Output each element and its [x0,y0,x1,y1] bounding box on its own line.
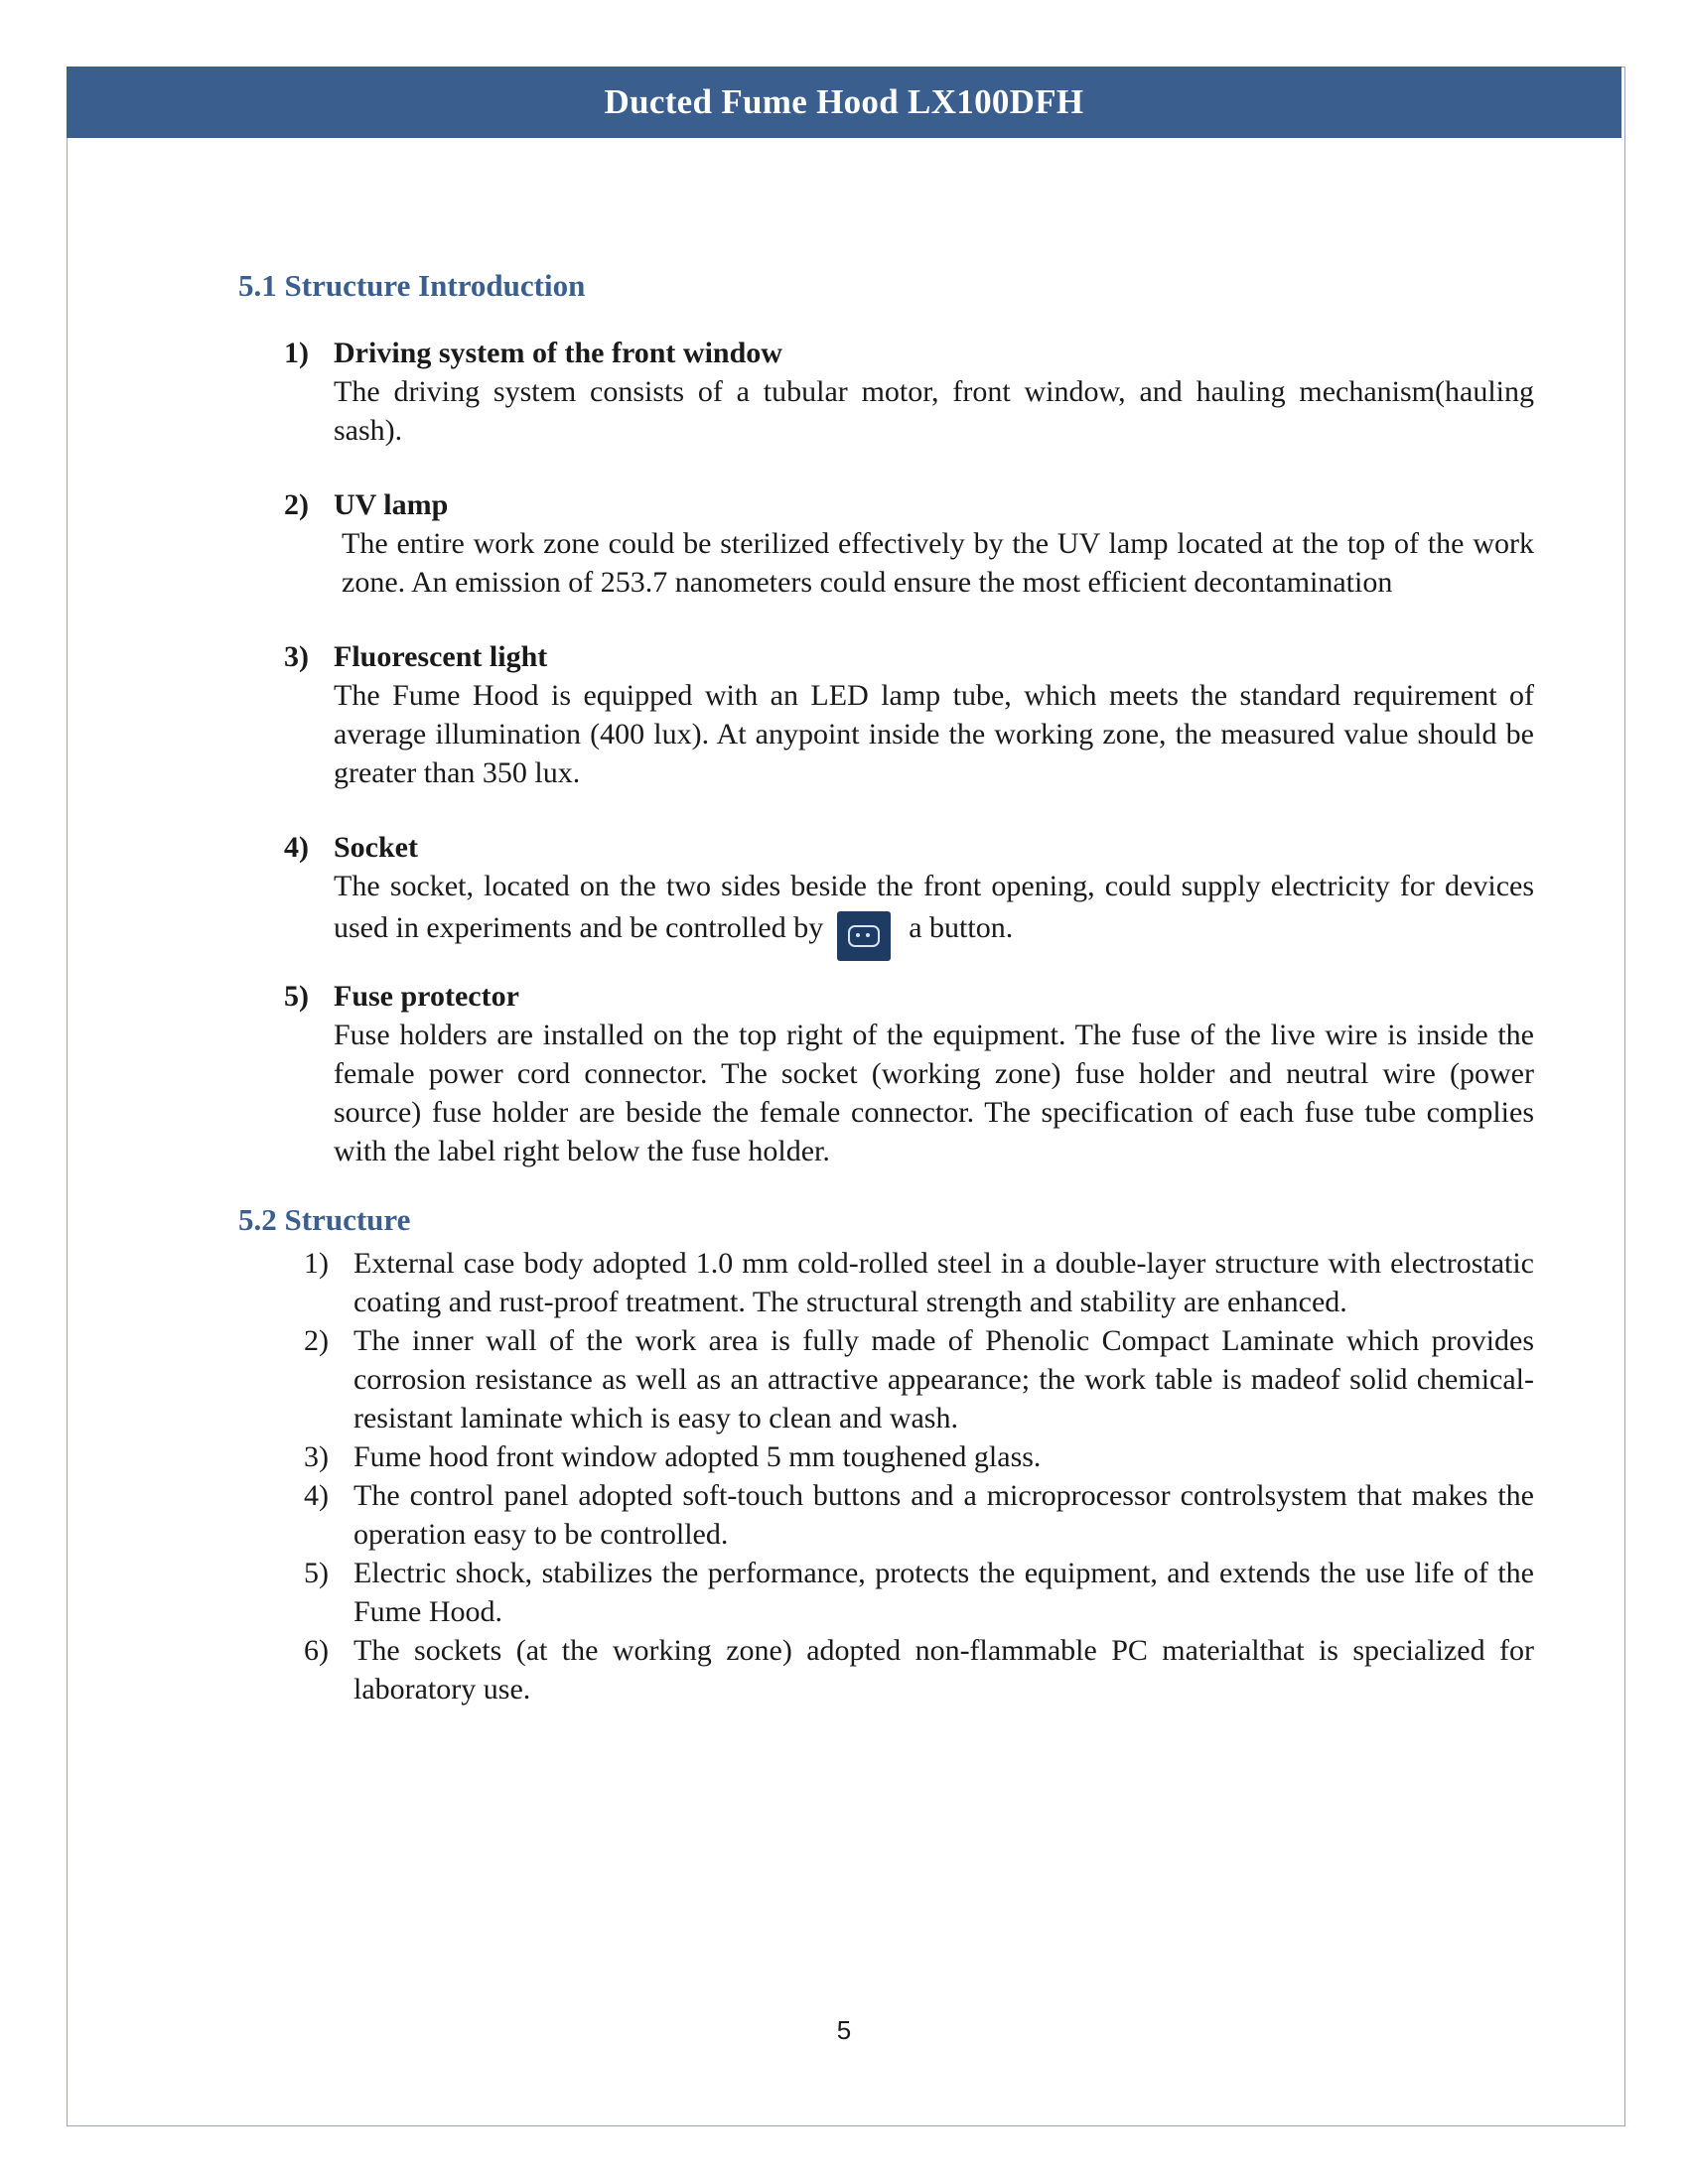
list-number: 2) [304,1324,329,1357]
list-item-text: The control panel adopted soft-touch buttons and a microprocessor controlsystem that makes the operation easy to be controlled. [353,1479,1534,1551]
document-header [67,67,1621,138]
item-heading: Driving system of the front window [334,337,782,369]
list-item-text: Fume hood front window adopted 5 mm toughened glass. [353,1440,1042,1473]
item-body: The Fume Hood is equipped with an LED lamp tube, which meets the standard requirement of average illumination (400 lux). At anypoint inside the working zone, the measured value should be greater than 350 lux. [334,679,1534,789]
list-number: 6) [304,1634,329,1667]
item-heading: Socket [334,831,418,864]
list-number: 3) [304,1440,329,1473]
section-title-structure-introduction: 5.1 Structure Introduction [238,268,586,303]
structure-section [238,1202,1534,1708]
item-body: The entire work zone could be sterilized effectively by the UV lamp located at the top of the work zone. An emission of 253.7 nanometers could ensure the most efficient decontamination [342,527,1534,599]
list-item-text: External case body adopted 1.0 mm cold-rolled steel in a double-layer structure with electrostatic coating and rust-proof treatment. The structural strength and stability are enhanced. [353,1247,1534,1318]
list-item [304,1321,1534,1437]
list-item [304,1554,1534,1631]
list-item [304,1631,1534,1708]
socket-button-icon [837,911,891,961]
document-title: Ducted Fume Hood LX100DFH [604,82,1084,121]
item-body-text-after-icon: a button. [909,910,1014,944]
list-item-text: Electric shock, stabilizes the performance, protects the equipment, and extends the use life of the Fume Hood. [353,1557,1534,1628]
list-item-text: The sockets (at the working zone) adopted non-flammable PC materialthat is specialized for laboratory use. [353,1634,1534,1706]
list-number: 1) [284,337,309,369]
item-heading: UV lamp [334,488,449,521]
list-item-text: The inner wall of the work area is fully made of Phenolic Compact Laminate which provides corrosion resistance as well as an attractive appearance; the work table is madeof solid chemical-resistant laminate which is easy to clean and wash. [353,1324,1534,1434]
item-heading: Fuse protector [334,980,519,1013]
section-title-structure: 5.2 Structure [238,1202,411,1237]
item-heading: Fluorescent light [334,640,548,673]
item-body: The driving system consists of a tubular motor, front window, and hauling mechanism(hauling sash). [334,375,1534,447]
page-number: 5 [836,2015,852,2045]
list-item [284,637,1534,792]
list-item [284,828,1534,955]
page-content [238,268,1534,1708]
list-number: 2) [284,488,309,521]
list-number: 5) [304,1557,329,1589]
item-body: Fuse holders are installed on the top right of the equipment. The fuse of the live wire is inside the female power cord connector. The socket (working zone) fuse holder and neutral wire (power source) fuse holder are beside the female connector. The specification of each fuse tube complies with the label right below the fuse holder. [334,1019,1534,1167]
list-item [284,485,1534,602]
list-number: 4) [284,831,309,864]
list-item [284,977,1534,1170]
structure-introduction-list [284,334,1534,1170]
list-item [284,334,1534,450]
list-number: 5) [284,980,309,1013]
list-number: 4) [304,1479,329,1512]
list-item [304,1437,1534,1476]
structure-list [304,1244,1534,1708]
list-number: 1) [304,1247,329,1280]
list-number: 3) [284,640,309,673]
list-item [304,1476,1534,1554]
item-body-text: The socket, located on the two sides beside the front opening, could supply electricity for devices used in experiments and be controlled by [334,870,1534,944]
item-body [334,867,1534,955]
list-item [304,1244,1534,1321]
